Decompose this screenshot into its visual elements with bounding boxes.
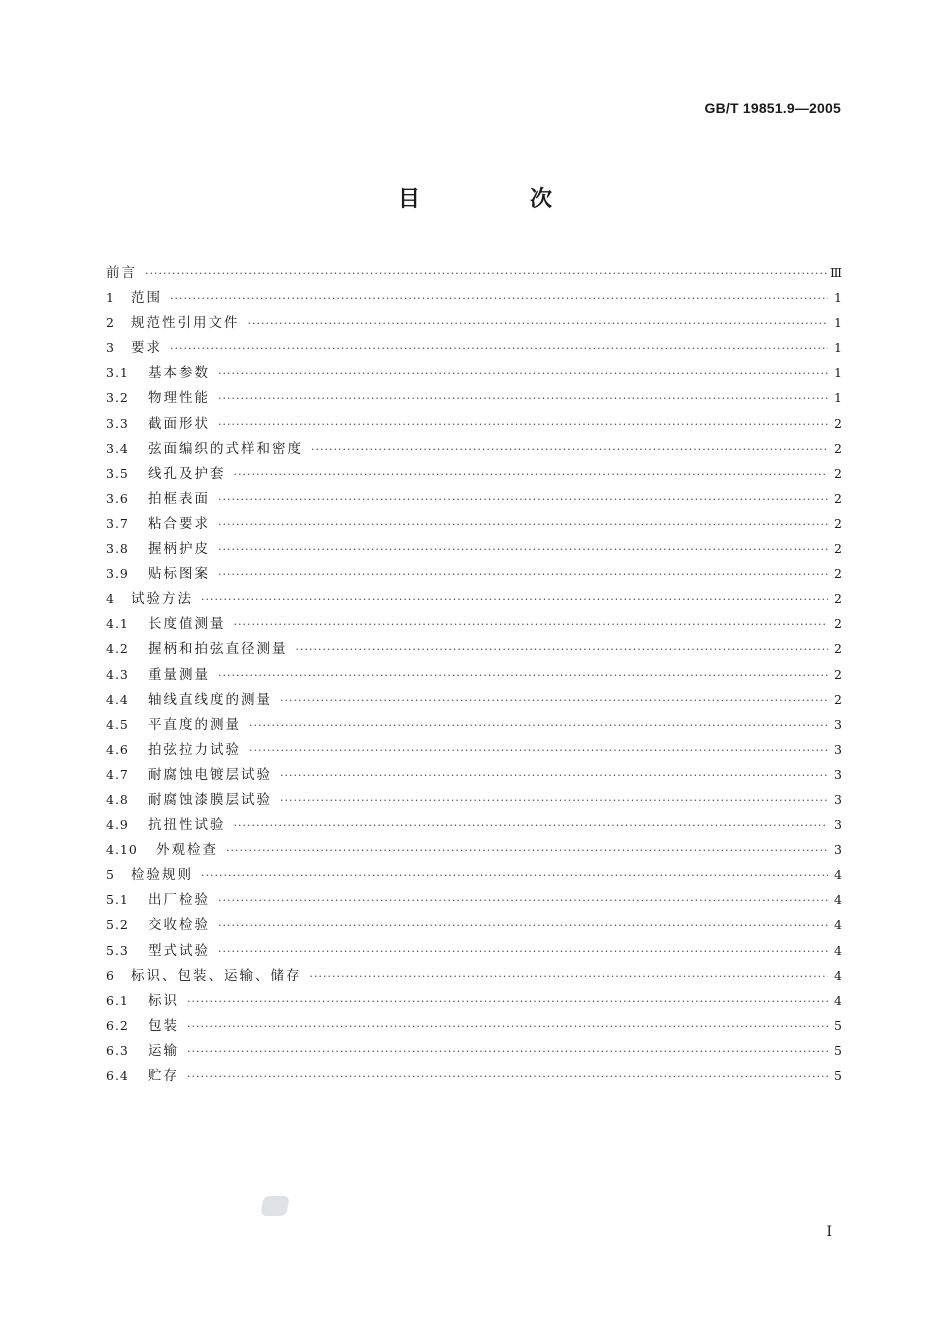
toc-entry[interactable] [106,335,842,360]
toc-entry-page: 1 [834,390,842,406]
dot-leader [201,863,828,888]
toc-entry-title: 轴线直线度的测量 [148,691,272,708]
dot-leader [296,637,829,662]
toc-entry-number: 4.7 [106,766,129,782]
toc-entry[interactable] [106,385,842,410]
toc-entry-number: 6.1 [106,992,129,1008]
toc-entry-number: 3.1 [106,365,129,381]
dot-leader [218,361,828,386]
toc-entry-page: 4 [834,967,842,983]
toc-entry-number: 5.2 [106,917,129,933]
toc-entry-number: 3.5 [106,465,129,481]
toc-entry-number: 6.2 [106,1017,129,1033]
toc-entry-title: 标识、包装、运输、储存 [131,967,302,984]
toc-entry-number: 6 [106,967,115,983]
toc-entry-number: 3.6 [106,490,129,506]
toc-entry-title: 检验规则 [131,867,193,884]
dot-leader [218,888,828,913]
toc-entry[interactable] [106,561,842,586]
toc-entry-page: 3 [834,791,842,807]
dot-leader [234,813,829,838]
toc-entry-page: 4 [834,867,842,883]
dot-leader [218,537,828,562]
toc-entry[interactable] [106,938,842,963]
dot-leader [170,286,828,311]
dot-leader [170,336,828,361]
dot-leader [201,587,828,612]
toc-entry-title: 长度值测量 [148,616,226,633]
toc-entry-page: Ⅲ [829,265,842,280]
toc-entry-page: 2 [834,541,842,557]
toc-entry[interactable] [106,762,842,787]
toc-entry[interactable] [106,536,842,561]
toc-entry-number: 3.4 [106,440,129,456]
toc-entry[interactable] [106,486,842,511]
toc-entry-number: 5.1 [106,892,129,908]
toc-entry-number: 6.3 [106,1042,129,1058]
dot-leader [249,738,828,763]
toc-entry-page: 2 [834,691,842,707]
toc-entry-title: 贴标图案 [148,566,210,583]
dot-leader [187,989,828,1014]
toc-entry-page: 4 [834,892,842,908]
toc-entry[interactable] [106,862,842,887]
dot-leader [187,1064,828,1089]
toc-entry-number: 4.8 [106,791,129,807]
dot-leader [218,386,828,411]
toc-entry-number: 4.4 [106,691,129,707]
toc-entry-number: 3.9 [106,566,129,582]
dot-leader [218,913,828,938]
toc-entry-page: 2 [834,616,842,632]
toc-entry[interactable] [106,912,842,937]
toc-entry-page: 1 [834,290,842,306]
toc-entry-number: 5 [106,867,115,883]
toc-entry-page: 4 [834,942,842,958]
toc-entry-page: 3 [834,741,842,757]
toc-entry-title: 交收检验 [148,917,210,934]
toc-title: 目 次 [397,187,596,212]
dot-leader [248,311,829,336]
toc-entry-title: 基本参数 [148,365,210,382]
toc-entry[interactable] [106,1063,842,1088]
toc-entry[interactable] [106,662,842,687]
toc-entry-number: 4.1 [106,616,129,632]
dot-leader [187,1014,828,1039]
toc-entry-page: 5 [834,1017,842,1033]
dot-leader [280,688,828,713]
toc-entry-page: 1 [834,340,842,356]
toc-entry[interactable] [106,712,842,737]
toc-entry-page: 2 [834,465,842,481]
toc-entry[interactable] [106,310,842,335]
toc-entry[interactable] [106,887,842,912]
toc-entry-number: 5.3 [106,942,129,958]
toc-entry-title: 拍框表面 [148,490,210,507]
toc-entry[interactable] [106,285,842,310]
toc-entry-title: 标识 [148,992,179,1009]
toc-entry-title: 范围 [131,290,162,307]
toc-entry-page: 3 [834,842,842,858]
toc-entry-number: 2 [106,315,115,331]
dot-leader [218,939,828,964]
page-number: I [826,1224,832,1240]
dot-leader [234,612,829,637]
toc-entry-title: 要求 [131,340,162,357]
toc-entry[interactable] [106,988,842,1013]
toc-entry-page: 2 [834,666,842,682]
toc-entry-page: 5 [834,1042,842,1058]
toc-entry-number: 3.7 [106,515,129,531]
dot-leader [280,763,828,788]
toc-entry-page: 1 [834,315,842,331]
toc-entry[interactable] [106,461,842,486]
toc-entry-title: 试验方法 [131,591,193,608]
dot-leader [311,437,828,462]
toc-entry[interactable] [106,787,842,812]
toc-entry-number: 3.8 [106,541,129,557]
toc-entry-number: 3.3 [106,415,129,431]
toc-entry-title: 粘合要求 [148,515,210,532]
toc-entry-title: 抗扭性试验 [148,817,226,834]
toc-entry[interactable] [106,1038,842,1063]
toc-entry-page: 3 [834,817,842,833]
toc-entry-page: 3 [834,766,842,782]
toc-entry-page: 3 [834,716,842,732]
toc-entry-number: 4.9 [106,817,129,833]
toc-entry[interactable] [106,411,842,436]
toc-entry[interactable] [106,812,842,837]
dot-leader [218,562,828,587]
toc-entry-title: 线孔及护套 [148,465,226,482]
toc-entry-title: 前言 [106,265,137,281]
toc-entry[interactable] [106,511,842,536]
toc-entry-page: 2 [834,490,842,506]
sac-watermark-logo [260,1196,290,1216]
dot-leader [218,663,828,688]
toc-entry-title: 物理性能 [148,390,210,407]
toc-entry[interactable] [106,1013,842,1038]
dot-leader [218,487,828,512]
toc-entry[interactable] [106,260,842,285]
dot-leader [226,838,828,863]
toc-entry-number: 3.2 [106,390,129,406]
toc-entry-title: 平直度的测量 [148,716,241,733]
toc-entry-title: 包装 [148,1017,179,1034]
toc-entry-title: 握柄护皮 [148,541,210,558]
toc-entry-number: 4.5 [106,716,129,732]
toc-entry-number: 4.6 [106,741,129,757]
toc-entry-number: 4.3 [106,666,129,682]
toc-entry-page: 5 [834,1068,842,1083]
toc-entry[interactable] [106,586,842,611]
toc-entry-page: 2 [834,591,842,607]
toc-entry-page: 2 [834,515,842,531]
dot-leader [218,512,828,537]
toc-entry-number: 1 [106,290,115,306]
toc-entry-title: 重量测量 [148,666,210,683]
toc-entry-title: 贮存 [148,1068,179,1084]
dot-leader [187,1039,828,1064]
toc-entry[interactable] [106,636,842,661]
toc-entry-title: 耐腐蚀漆膜层试验 [148,791,272,808]
toc-entry[interactable] [106,963,842,988]
dot-leader [145,261,828,286]
dot-leader [310,964,829,989]
toc-entry-title: 规范性引用文件 [131,315,240,332]
dot-leader [234,462,829,487]
toc-entry-page: 4 [834,917,842,933]
toc-entry-title: 拍弦拉力试验 [148,741,241,758]
toc-entry-number: 4.10 [106,842,138,858]
toc-entry-title: 握柄和拍弦直径测量 [148,641,288,658]
toc-entry-page: 2 [834,440,842,456]
toc-entry-title: 外观检查 [156,842,218,859]
toc-entry[interactable] [106,360,842,385]
toc-entry-title: 运输 [148,1042,179,1059]
toc-entry[interactable] [106,436,842,461]
toc-list [106,260,842,1088]
toc-entry-number: 3 [106,340,115,356]
toc-entry-title: 截面形状 [148,415,210,432]
dot-leader [249,713,828,738]
toc-entry[interactable] [106,837,842,862]
toc-entry-title: 弦面编织的式样和密度 [148,440,303,457]
toc-entry-page: 1 [834,365,842,381]
toc-entry-page: 2 [834,566,842,582]
toc-entry-number: 4 [106,591,115,607]
toc-entry-page: 2 [834,641,842,657]
toc-entry[interactable] [106,737,842,762]
toc-entry-page: 2 [834,415,842,431]
toc-entry-number: 4.2 [106,641,129,657]
toc-entry-number: 6.4 [106,1068,129,1083]
toc-entry-page: 4 [834,992,842,1008]
toc-entry-title: 耐腐蚀电镀层试验 [148,766,272,783]
toc-entry[interactable] [106,611,842,636]
dot-leader [218,412,828,437]
dot-leader [280,788,828,813]
toc-entry-title: 出厂检验 [148,892,210,909]
toc-entry[interactable] [106,687,842,712]
document-code: GB/T 19851.9—2005 [704,100,841,116]
toc-entry-title: 型式试验 [148,942,210,959]
